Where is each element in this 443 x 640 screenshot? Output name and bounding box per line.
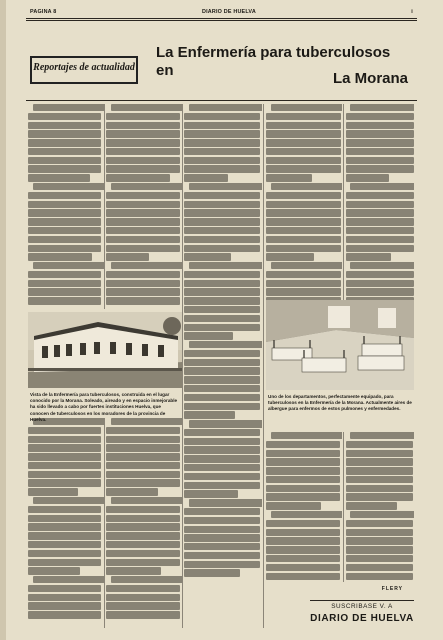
text-line (184, 367, 260, 374)
text-line (111, 104, 182, 111)
text-line (266, 253, 314, 260)
text-line (266, 485, 340, 492)
text-line (106, 297, 180, 304)
text-line (346, 520, 413, 527)
column-rule (182, 104, 183, 628)
text-line (184, 288, 260, 295)
text-line (106, 506, 180, 513)
text-line (184, 543, 260, 550)
headline-line-1: La Enfermería para tuberculosos en (156, 44, 391, 79)
text-line (28, 157, 101, 164)
text-line (106, 567, 161, 574)
text-line (350, 511, 414, 518)
text-line (106, 611, 180, 618)
text-line (28, 113, 101, 120)
text-line (106, 444, 180, 451)
text-line (33, 104, 104, 111)
text-line (346, 288, 414, 295)
text-line (184, 148, 260, 155)
text-line (184, 139, 260, 146)
text-line (346, 537, 413, 544)
text-line (184, 429, 260, 436)
text-line (189, 420, 262, 427)
photo-infirmary-exterior (28, 312, 182, 388)
text-line (28, 236, 101, 243)
article-headline (156, 44, 408, 87)
text-line (266, 555, 340, 562)
text-line (106, 523, 180, 530)
text-line (33, 576, 104, 583)
text-line (28, 488, 78, 495)
text-line (184, 209, 260, 216)
text-line (346, 201, 414, 208)
text-line (346, 493, 413, 500)
text-line (106, 532, 180, 539)
text-line (266, 467, 340, 474)
text-line (106, 436, 180, 443)
text-line (106, 462, 180, 469)
text-line (106, 602, 180, 609)
text-line (106, 479, 180, 486)
text-line (184, 438, 260, 445)
column-rule (104, 104, 105, 309)
newspaper-name: DIARIO DE HUELVA (202, 9, 256, 15)
text-line (184, 218, 260, 225)
text-line (111, 497, 182, 504)
text-line (266, 564, 340, 571)
text-line (350, 262, 414, 269)
text-line (350, 432, 414, 439)
text-line (266, 122, 341, 129)
text-column-2 (106, 104, 182, 309)
text-line (184, 411, 235, 418)
text-line (346, 458, 413, 465)
text-line (266, 218, 341, 225)
text-line (266, 458, 340, 465)
section-tag (30, 56, 138, 84)
text-line (106, 148, 180, 155)
text-line (346, 113, 414, 120)
text-line (28, 471, 101, 478)
text-line (266, 476, 340, 483)
text-line (106, 280, 180, 287)
text-line (346, 253, 391, 260)
text-line (266, 236, 341, 243)
text-line (266, 165, 341, 172)
text-line (28, 427, 101, 434)
text-line (184, 526, 260, 533)
text-line (184, 271, 260, 278)
text-line (28, 245, 101, 252)
text-line (28, 436, 101, 443)
text-line (106, 427, 180, 434)
text-line (184, 245, 260, 252)
text-line (28, 462, 101, 469)
text-line (184, 297, 260, 304)
text-line (184, 359, 260, 366)
text-line (266, 520, 340, 527)
text-line (106, 122, 180, 129)
text-line (266, 245, 341, 252)
text-column-1 (28, 104, 104, 309)
photo-caption-right: Uno de los departamentos, perfectamente equipado, para tuberculosos en la Enfermería de la Morana. Actualmente aires de albergue para enfermos de estos pulmones y enfermedades. (268, 394, 412, 412)
text-line (28, 532, 101, 539)
text-line (28, 201, 101, 208)
text-line (346, 485, 413, 492)
text-line (346, 546, 413, 553)
text-line (346, 157, 414, 164)
text-line (350, 183, 414, 190)
text-line (28, 271, 101, 278)
text-line (184, 561, 260, 568)
text-line (28, 288, 101, 295)
text-line (189, 262, 262, 269)
text-line (346, 467, 413, 474)
text-line (266, 139, 341, 146)
text-line (266, 209, 341, 216)
text-line (346, 280, 414, 287)
text-line (346, 192, 414, 199)
text-line (106, 515, 180, 522)
text-line (184, 482, 260, 489)
text-line (28, 585, 101, 592)
text-line (271, 183, 342, 190)
text-line (189, 183, 262, 190)
text-line (106, 288, 180, 295)
text-line (266, 201, 341, 208)
text-line (184, 490, 238, 497)
text-line (106, 550, 180, 557)
text-line (184, 403, 260, 410)
text-line (346, 245, 414, 252)
text-line (184, 517, 260, 524)
text-line (106, 541, 180, 548)
text-line (266, 271, 341, 278)
text-line (189, 341, 262, 348)
column-rule (343, 432, 344, 582)
text-line (346, 529, 413, 536)
text-line (346, 555, 413, 562)
text-line (189, 499, 262, 506)
subscription-ad (310, 600, 414, 635)
text-line (106, 488, 158, 495)
text-line (184, 332, 233, 339)
text-line (346, 564, 413, 571)
text-line (33, 497, 104, 504)
text-line (266, 130, 341, 137)
column-rule (104, 418, 105, 628)
text-line (106, 471, 180, 478)
text-line (106, 139, 180, 146)
text-line (266, 441, 340, 448)
ad-line-2: DIARIO DE HUELVA (310, 613, 414, 624)
text-line (346, 573, 413, 580)
text-line (184, 324, 260, 331)
text-line (106, 174, 170, 181)
text-line (184, 130, 260, 137)
text-line (189, 104, 262, 111)
text-line (346, 441, 413, 448)
text-line (184, 315, 260, 322)
text-line (106, 218, 180, 225)
text-line (184, 174, 228, 181)
text-line (106, 245, 180, 252)
text-line (111, 183, 182, 190)
section-tag-text: Reportajes de actualidad (33, 62, 135, 73)
text-line (184, 569, 240, 576)
text-line (266, 493, 340, 500)
text-line (184, 236, 260, 243)
text-column-7 (106, 418, 182, 628)
header-rule (26, 18, 417, 19)
text-line (28, 253, 92, 260)
text-line (184, 227, 260, 234)
text-line (28, 523, 101, 530)
photo-infirmary-ward (266, 300, 414, 390)
text-line (346, 139, 414, 146)
text-line (266, 227, 341, 234)
text-line (28, 594, 101, 601)
page-header (26, 6, 417, 18)
text-line (346, 450, 413, 457)
text-line (346, 271, 414, 278)
text-line (266, 174, 312, 181)
text-line (184, 201, 260, 208)
text-line (28, 130, 101, 137)
text-line (106, 192, 180, 199)
text-line (346, 218, 414, 225)
header-mark: i (411, 9, 413, 15)
text-line (266, 546, 340, 553)
text-line (28, 479, 101, 486)
text-line (28, 559, 101, 566)
text-line (346, 476, 413, 483)
text-line (346, 165, 414, 172)
text-line (266, 450, 340, 457)
text-line (271, 511, 342, 518)
text-line (28, 444, 101, 451)
text-line (106, 130, 180, 137)
text-line (346, 209, 414, 216)
text-line (346, 227, 414, 234)
text-line (346, 130, 414, 137)
text-column-6 (28, 418, 104, 628)
text-line (28, 227, 101, 234)
text-line (266, 537, 340, 544)
text-line (184, 192, 260, 199)
text-column-9 (346, 432, 414, 582)
text-line (106, 113, 180, 120)
text-line (28, 602, 101, 609)
text-line (106, 157, 180, 164)
text-line (106, 236, 180, 243)
text-line (33, 262, 104, 269)
text-line (28, 218, 101, 225)
text-line (111, 576, 182, 583)
text-line (350, 104, 414, 111)
text-line (28, 174, 90, 181)
text-line (271, 104, 342, 111)
photo-caption-left: Vista de la Enfermería para tuberculosos, construida en el lugar conocido por la Morana. Soleado, aireado y en espacio inmejorable ha sido llevado a cabo por fuertes instituciones Huelva, que conocen de tuberculosos en los moradores de la provincia de Huelva. (30, 392, 178, 422)
text-line (266, 113, 341, 120)
text-line (184, 253, 231, 260)
text-line (266, 192, 341, 199)
text-line (184, 473, 260, 480)
text-line (106, 201, 180, 208)
text-line (266, 148, 341, 155)
text-line (184, 280, 260, 287)
headline-rule (26, 100, 417, 101)
text-line (28, 515, 101, 522)
text-line (266, 288, 341, 295)
text-line (28, 453, 101, 460)
text-line (28, 541, 101, 548)
text-line (346, 502, 397, 509)
ad-line-1: SUSCRIBASE V. A (331, 603, 393, 610)
text-line (346, 236, 414, 243)
text-line (28, 192, 101, 199)
text-column-8 (266, 432, 342, 582)
text-line (106, 253, 149, 260)
text-line (106, 165, 180, 172)
header-rule-2 (26, 20, 417, 21)
text-line (184, 165, 260, 172)
text-line (184, 385, 260, 392)
text-line (184, 394, 260, 401)
text-line (28, 567, 80, 574)
text-line (28, 611, 101, 618)
text-line (106, 453, 180, 460)
text-line (184, 534, 260, 541)
text-line (106, 559, 180, 566)
text-line (111, 262, 182, 269)
text-line (184, 122, 260, 129)
text-line (184, 350, 260, 357)
text-line (106, 227, 180, 234)
text-line (271, 262, 342, 269)
text-line (28, 550, 101, 557)
text-line (28, 148, 101, 155)
text-line (184, 464, 260, 471)
text-line (184, 376, 260, 383)
text-line (28, 297, 101, 304)
text-line (106, 594, 180, 601)
text-line (266, 529, 340, 536)
text-line (271, 432, 342, 439)
text-line (33, 183, 104, 190)
text-line (184, 552, 260, 559)
text-line (28, 122, 101, 129)
text-line (184, 113, 260, 120)
page-number: PAGINA 8 (30, 9, 57, 15)
text-line (106, 271, 180, 278)
text-line (184, 446, 260, 453)
text-line (28, 165, 101, 172)
text-line (28, 139, 101, 146)
text-line (28, 280, 101, 287)
text-line (346, 174, 389, 181)
text-line (346, 148, 414, 155)
headline-line-2: La Morana (332, 70, 408, 87)
text-line (184, 455, 260, 462)
text-line (266, 157, 341, 164)
article-signature: FLERY (381, 586, 403, 592)
text-line (266, 573, 340, 580)
text-column-3 (184, 104, 262, 584)
text-line (106, 209, 180, 216)
text-line (266, 502, 321, 509)
column-rule (263, 104, 264, 628)
text-line (184, 157, 260, 164)
text-line (28, 209, 101, 216)
text-line (28, 506, 101, 513)
text-line (346, 122, 414, 129)
text-line (266, 280, 341, 287)
page-edge (0, 0, 6, 640)
text-line (184, 306, 260, 313)
text-line (184, 508, 260, 515)
text-line (106, 585, 180, 592)
